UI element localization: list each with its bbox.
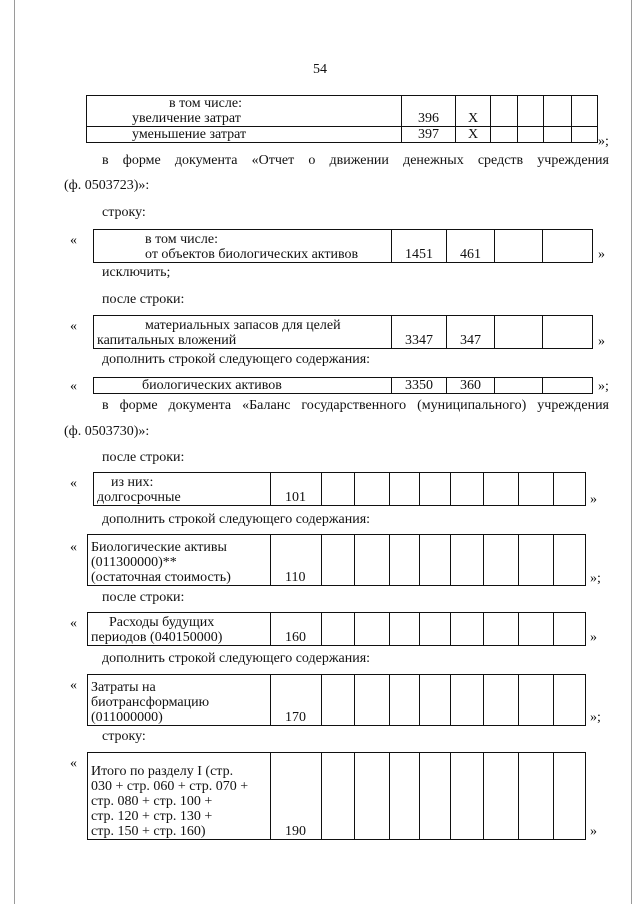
row-label-cost-decrease: уменьшение затрат (87, 127, 402, 143)
row-label-line: стр. 120 + стр. 130 + (91, 809, 213, 824)
closing-quote: » (590, 492, 597, 507)
instruction-text: дополнить строкой следующего содержания: (102, 512, 371, 527)
code-cell: 3350 (392, 378, 447, 394)
table-section-total (87, 752, 586, 840)
paragraph-line: (ф. 0503723)»: (64, 178, 150, 193)
row-label-line: стр. 150 + стр. 160) (91, 824, 206, 839)
row-label-line: долгосрочные (97, 490, 181, 505)
paragraph-line: в форме документа «Отчет о движении денежных средств учреждения (102, 153, 609, 168)
instruction-text: строку: (102, 729, 146, 744)
x-mark-cell: X (456, 127, 491, 143)
code-cell: 101 (271, 473, 322, 506)
x-mark-cell: X (456, 111, 491, 127)
row-label-line: 030 + стр. 060 + стр. 070 + (91, 779, 249, 794)
closing-quote: » (598, 247, 605, 262)
instruction-text: дополнить строкой следующего содержания: (102, 651, 371, 666)
instruction-text: после строки: (102, 590, 185, 605)
opening-quote: « (70, 319, 77, 334)
code-cell: 397 (402, 127, 456, 143)
row-label-line: Расходы будущих (109, 615, 215, 630)
code-cell: 190 (271, 753, 322, 840)
opening-quote: « (70, 756, 77, 771)
code-cell: 1451 (392, 230, 447, 263)
row-label-line: Итого по разделу I (стр. (91, 764, 234, 779)
opening-quote: « (70, 540, 77, 555)
code-cell: 110 (271, 535, 322, 586)
row-label-line: стр. 080 + стр. 100 + (91, 794, 213, 809)
paragraph-line: в форме документа «Баланс государственного (муниципального) учреждения (102, 398, 609, 413)
code-cell: 461 (447, 230, 495, 263)
closing-quote: »; (598, 379, 609, 394)
closing-quote: »; (590, 710, 601, 725)
table-biological-assets-balance (87, 534, 586, 586)
row-label-in-that-number: в том числе: (87, 96, 402, 112)
closing-quote: »; (598, 134, 609, 149)
code-cell: 3347 (392, 316, 447, 349)
closing-quote: » (590, 630, 597, 645)
row-label-line: Биологические активы (91, 540, 227, 555)
instruction-text: исключить; (102, 265, 171, 280)
code-cell: 347 (447, 316, 495, 349)
row-label-line: (011000000) (91, 710, 163, 725)
row-label-line: из них: (111, 475, 154, 490)
row-label-line: в том числе: (145, 232, 218, 247)
page-number: 54 (313, 62, 327, 77)
instruction-text: дополнить строкой следующего содержания: (102, 352, 371, 367)
row-label-line: (остаточная стоимость) (91, 570, 231, 585)
table-future-expenses (87, 612, 586, 646)
row-label-line: от объектов биологических активов (145, 247, 359, 262)
opening-quote: « (70, 678, 77, 693)
instruction-text: после строки: (102, 292, 185, 307)
closing-quote: » (590, 824, 597, 839)
code-cell: 360 (447, 378, 495, 394)
table-cost-changes (86, 95, 598, 143)
row-label-line: Затраты на (91, 680, 156, 695)
row-label-biological-assets: биологических активов (94, 378, 392, 394)
table-biological-assets-row (93, 377, 593, 394)
code-cell: 170 (271, 675, 322, 726)
row-label-cost-increase: увеличение затрат (87, 111, 402, 127)
instruction-text: строку: (102, 205, 146, 220)
opening-quote: « (70, 476, 77, 491)
row-label-line: биотрансформацию (91, 695, 210, 710)
closing-quote: »; (590, 571, 601, 586)
table-material-reserves (93, 315, 593, 349)
table-long-term (93, 472, 586, 506)
code-cell: 396 (402, 111, 456, 127)
row-label-line: периодов (040150000) (91, 630, 223, 645)
row-label-line: (011300000)** (91, 555, 177, 570)
closing-quote: » (598, 334, 605, 349)
paragraph-line: (ф. 0503730)»: (64, 424, 150, 439)
row-label-line: капитальных вложений (97, 333, 237, 348)
opening-quote: « (70, 233, 77, 248)
opening-quote: « (70, 379, 77, 394)
opening-quote: « (70, 616, 77, 631)
table-biological-assets-from (93, 229, 593, 263)
row-label-line: материальных запасов для целей (145, 318, 341, 333)
instruction-text: после строки: (102, 450, 185, 465)
code-cell: 160 (271, 613, 322, 646)
table-biotransformation (87, 674, 586, 726)
